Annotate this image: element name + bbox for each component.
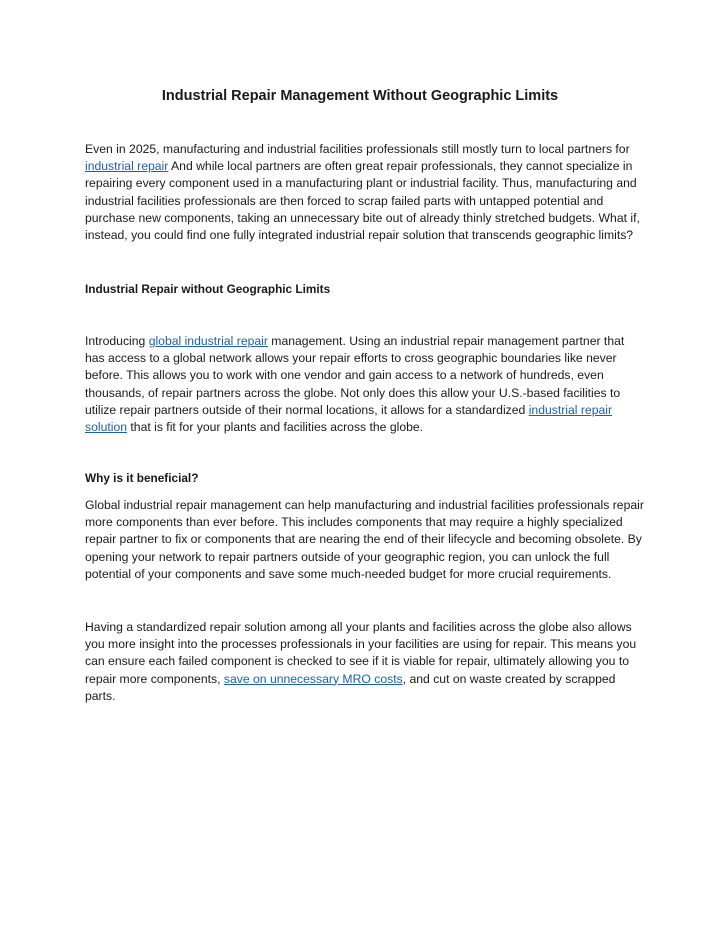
section-heading-geographic-limits: Industrial Repair without Geographic Limits	[85, 282, 331, 296]
section-heading-beneficial: Why is it beneficial?	[85, 471, 199, 485]
mro-costs-link[interactable]: save on unnecessary MRO costs	[223, 671, 403, 686]
standardized-text-start: Having a standardized repair solution among all your plants and facilities across the globe also allows you more insight into the processes professionals in your facilities are using for repair. This means you can ensure each failed component is checked to see if it is viable for repair, ultimately allowing you to repair more components,	[85, 620, 637, 686]
standardized-text-end: , and cut on waste created by scrapped parts.	[85, 671, 616, 703]
global-repair-text-middle: management. Using an industrial repair management partner that has access to a global network allows your repair efforts to cross geographic boundaries like never before. This allows you to work with one vendor and gain access to a network of hundreds, even thousands, of repair partners across the globe. Not only does this allow your U.S.-based facilities to utilize repair partners outside of their normal locations, it allows for a standardized	[85, 334, 625, 417]
page-title: Industrial Repair Management Without Geographic Limits	[161, 88, 559, 104]
intro-text-end: And while local partners are often great repair professionals, they cannot specialize in repairing every component used in a manufacturing plant or industrial facility. Thus, manufacturing and industrial facilities professionals are then forced to scrap failed parts with untapped potential and purchase new components, taking an unnecessary bite out of already thinly stretched budgets. What if, instead, you could find one fully integrated industrial repair solution that transcends geographic limits?	[85, 159, 640, 243]
intro-paragraph	[85, 141, 645, 244]
intro-text-start: Even in 2025, manufacturing and industrial facilities professionals still mostly turn to local partners for	[85, 142, 630, 156]
global-repair-text-end: that is fit for your plants and facilities across the globe.	[127, 420, 424, 435]
global-repair-text-start: Introducing	[85, 334, 149, 348]
benefits-paragraph: Global industrial repair management can help manufacturing and industrial facilities professionals repair more components than ever before. This includes components that may require a highly specialized repair partner to fix or components that are nearing the end of their lifecycle and becoming obsolete. By opening your network to repair partners outside of your geographic region, you can unlock the full potential of your components and save some much-needed budget for more crucial requirements.	[85, 498, 644, 581]
industrial-repair-link[interactable]: industrial repair	[85, 159, 169, 174]
industrial-repair-solution-link[interactable]: industrial repair solution	[85, 402, 613, 435]
standardized-solution-paragraph	[85, 619, 645, 705]
global-industrial-repair-link[interactable]: global industrial repair	[148, 334, 268, 348]
global-repair-paragraph	[85, 333, 645, 436]
